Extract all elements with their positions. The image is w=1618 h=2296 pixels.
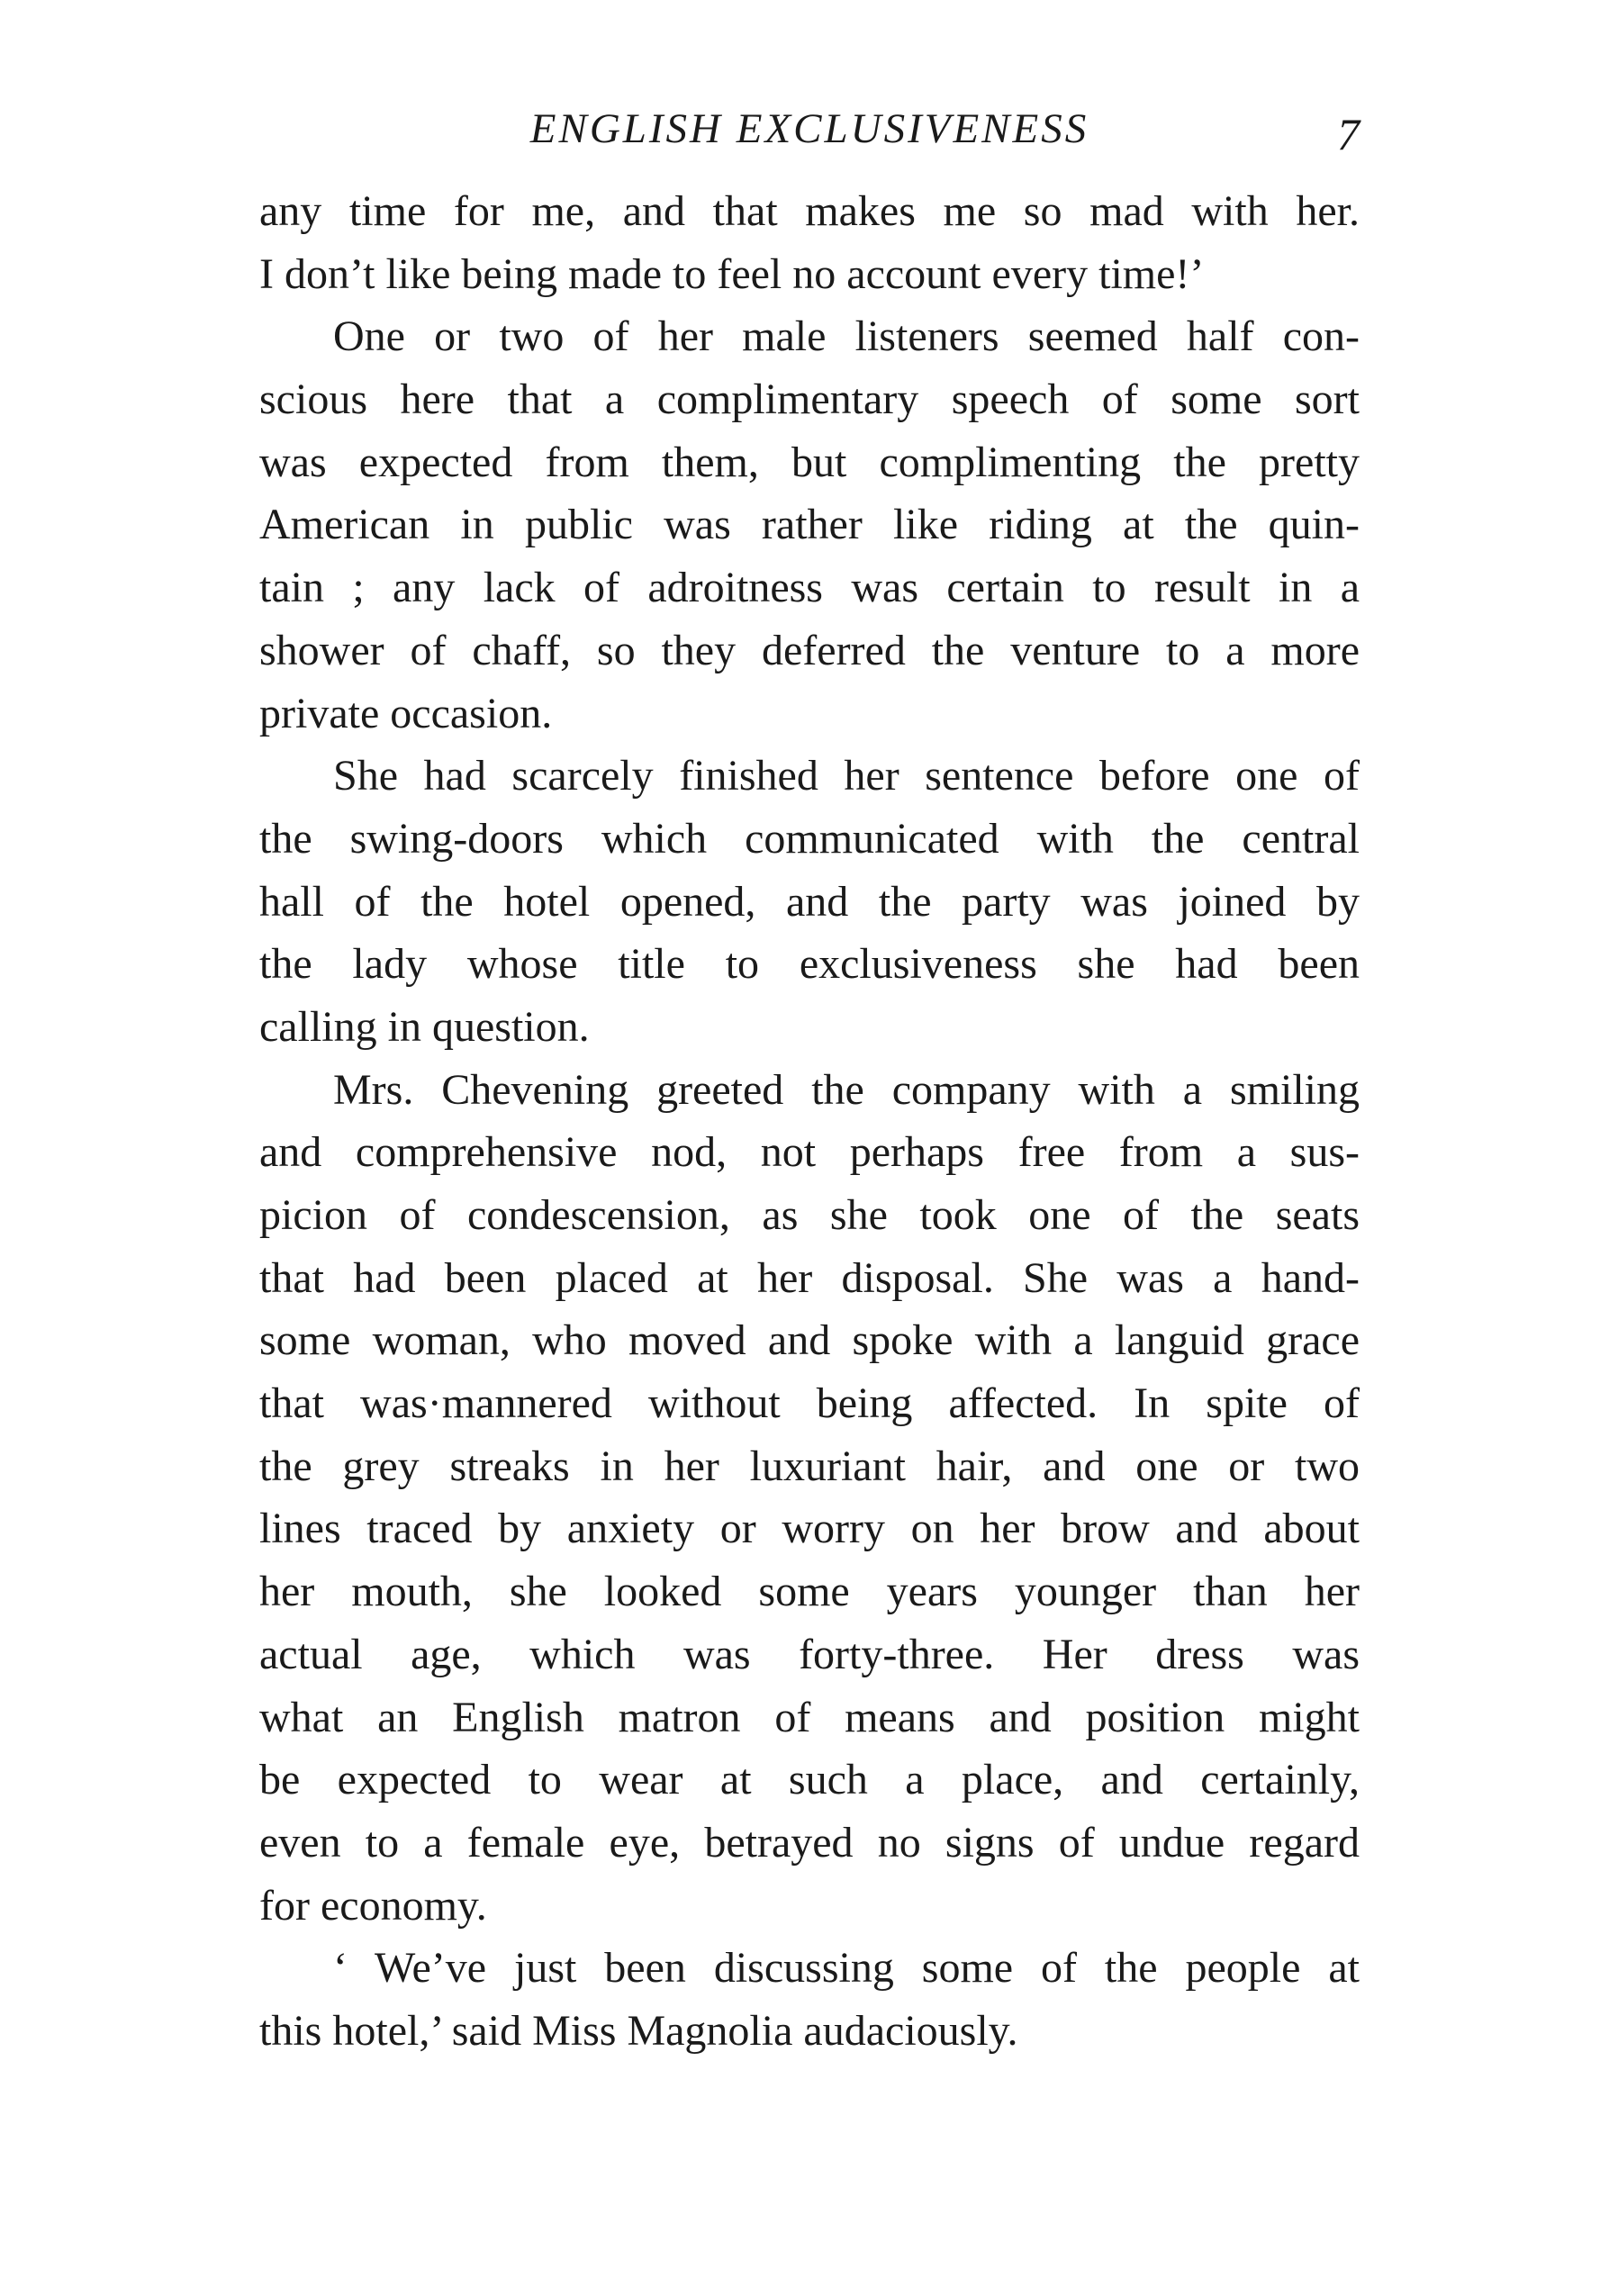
text-line: She had scarcely finished her sentence before one of	[333, 752, 1360, 800]
text-line: be expected to wear at such a place, and certainly,	[259, 1756, 1360, 1804]
text-line: her mouth, she looked some years younger than her	[259, 1568, 1360, 1616]
text-line: for economy.	[259, 1881, 487, 1930]
text-line: some woman, who moved and spoke with a languid grace	[259, 1316, 1360, 1365]
text-line: any time for me, and that makes me so mad with her.	[259, 187, 1360, 235]
text-line: picion of condescension, as she took one of the seats	[259, 1191, 1360, 1239]
page-number: 7	[1337, 109, 1360, 159]
text-line: that had been placed at her disposal. She was a hand-	[259, 1253, 1360, 1302]
text-line: and comprehensive nod, not perhaps free from a sus-	[259, 1128, 1360, 1177]
text-line: even to a female eye, betrayed no signs of undue regard	[259, 1818, 1360, 1867]
text-line: private occasion.	[259, 689, 553, 737]
text-line: what an English matron of means and position might	[259, 1693, 1360, 1741]
text-line: that was·mannered without being affected. In spite of	[259, 1379, 1360, 1428]
text-line: was expected from them, but complimenting the pretty	[259, 438, 1360, 486]
running-title: ENGLISH EXCLUSIVENESS	[529, 105, 1089, 152]
text-line: ‘ We’ve just been discussing some of the people at	[333, 1944, 1360, 1993]
text-line: tain ; any lack of adroitness was certain to result in a	[259, 564, 1360, 612]
text-line: hall of the hotel opened, and the party was joined by	[259, 877, 1360, 926]
text-line: American in public was rather like riding at the quin-	[259, 501, 1360, 549]
text-line: I don’t like being made to feel no account every time!’	[259, 249, 1205, 298]
text-line: the grey streaks in her luxuriant hair, and one or two	[259, 1442, 1360, 1490]
text-line: scious here that a complimentary speech of some sort	[259, 375, 1360, 424]
text-line: Mrs. Chevening greeted the company with a smiling	[333, 1065, 1360, 1114]
text-line: shower of chaff, so they deferred the venture to a more	[259, 626, 1360, 674]
text-line: calling in question.	[259, 1002, 590, 1051]
text-line: the swing-doors which communicated with the central	[259, 814, 1360, 863]
text-line: One or two of her male listeners seemed half con-	[333, 312, 1360, 361]
text-line: lines traced by anxiety or worry on her brow and about	[259, 1505, 1360, 1553]
text-line: this hotel,’ said Miss Magnolia audaciously.	[259, 2006, 1018, 2055]
text-line: actual age, which was forty-three. Her dress was	[259, 1630, 1360, 1678]
running-head	[259, 97, 1360, 160]
text-line: the lady whose title to exclusiveness she had been	[259, 940, 1360, 989]
body-text	[259, 180, 1360, 2063]
